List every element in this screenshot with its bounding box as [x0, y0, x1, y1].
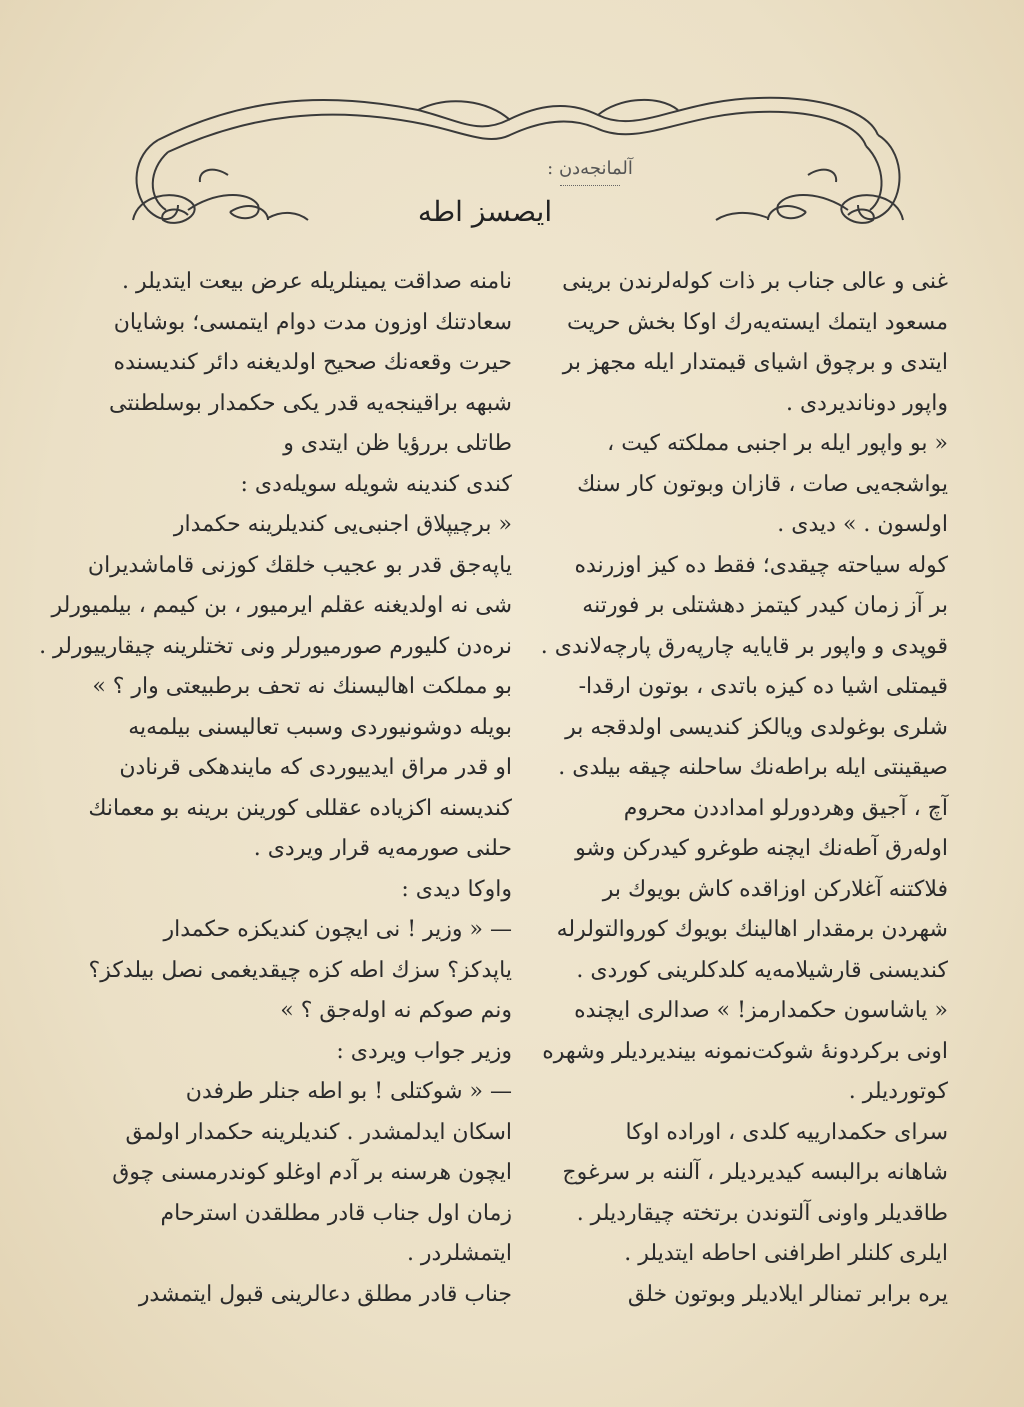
text-line: ایتدی و برچوق اشیای قیمتدار ایله مجهز بر [562, 350, 948, 375]
text-line: زمان اول جناب قادر مطلقدن استرحام [160, 1200, 512, 1226]
text-line: كندیسنه اكزیاده عقللی كورینن برینه بو معمانك [88, 795, 512, 821]
text-line: بر آز زمان كیدر كیتمز دهشتلی بر فورتنه [582, 593, 948, 618]
text-line: قوپدی و واپور بر قایایه چارپه‌رق پارچه‌لاندی . [540, 633, 948, 659]
text-line: یره برابر تمنالر ایلادیلر وبوتون خلق [627, 1281, 948, 1307]
text-line: شی نه اولدیغنه عقلم ایرمیور ، بن كیمم ، بیلمیورلر [51, 593, 512, 618]
text-line: طاتلی بررؤیا ظن ایتدی و [283, 431, 512, 456]
text-line: شلری بوغولدی ویالكز كندیسی اولدقجه بر [565, 714, 948, 740]
source-attribution: آلمانجه‌دن : [547, 158, 633, 179]
text-line: اوله‌رق آطه‌نك ایچنه طوغرو كیدركن وشو [575, 836, 948, 861]
text-line: یاپدكز؟ سزك اطه كزه چیقدیغمی نصل بیلدكز؟ [88, 957, 512, 983]
text-line: واوكا دیدی : [401, 876, 512, 902]
source-underline [560, 185, 620, 186]
text-line: آچ ، آجیق وهردورلو امداددن محروم [623, 795, 948, 821]
text-line: اونی بركردونهٔ شوكت‌نمونه بیندیردیلر وشهره [542, 1038, 948, 1064]
text-column-right [528, 262, 948, 1315]
text-line: طاقدیلر واونی آلتوندن برتخته چیقاردیلر . [576, 1200, 948, 1226]
text-line: وزیر جواب ویردی : [336, 1038, 512, 1064]
text-line: جناب قادر مطلق دعالرینی قبول ایتمشدر [138, 1281, 512, 1307]
text-line: « برچیپلاق اجنبی‌یی كندیلرینه حكمدار [173, 512, 512, 537]
text-line: اولسون . » دیدی . [777, 512, 948, 537]
text-line: بویله دوشونیوردی وسبب تعالیسنی بیلمه‌یه [128, 714, 512, 740]
text-line: ایچون هرسنه بر آدم اوغلو كوندرمسنی چوق [112, 1160, 512, 1185]
text-line: كوله سیاحته چیقدی؛ فقط ده كیز اوزرنده [574, 552, 948, 578]
text-line: بو مملكت اهالیسنك نه تحف برطبیعتی وار ؟ » [92, 674, 512, 699]
text-line: حلنی صورمه‌یه قرار ویردی . [253, 836, 512, 861]
text-column-left [39, 262, 512, 1315]
text-line: — « وزیر ! نی ایچون كندیكزه حكمدار [163, 917, 512, 942]
text-line: — « شوكتلی ! بو اطه جنلر طرفدن [185, 1079, 512, 1104]
text-line: حیرت وقعه‌نك صحیح اولدیغنه دائر كندیسنده [113, 350, 512, 375]
text-line: واپور دوناندیردی . [785, 390, 948, 416]
text-line: سعادتنك اوزون مدت دوام ایتمسی؛ بوشایان [113, 309, 512, 335]
text-line: شهردن برمقدار اهالینك بویوك كوروالتولرله [556, 917, 948, 942]
text-line: ایلری كلنلر اطرافنی احاطه ایتدیلر . [624, 1241, 948, 1266]
text-line: نامنه صداقت یمینلریله عرض بیعت ایتدیلر . [121, 269, 512, 294]
text-line: قیمتلی اشیا ده كیزه باتدی ، بوتون ارقدا- [578, 674, 948, 699]
text-line: شاهانه برالبسه كیدیردیلر ، آلننه بر سرغوج [562, 1160, 948, 1185]
text-line: یواشجه‌یی صات ، قازان وبوتون كار سنك [577, 471, 948, 497]
text-line: اسكان ایدلمشدر . كندیلرینه حكمدار اولمق [125, 1119, 512, 1145]
text-line: كوتوردیلر . [848, 1079, 948, 1104]
text-line: او قدر مراق ایدییوردی كه مایندهكی قرنادن [119, 755, 512, 780]
text-line: « بو واپور ایله بر اجنبی مملكته كیت ، [607, 431, 948, 456]
text-line: « یاشاسون حكمدارمز! » صدالری ایچنده [574, 998, 948, 1023]
text-line: سرای حكمدارییه كلدی ، اوراده اوكا [625, 1119, 948, 1145]
ornamental-header-frame [118, 80, 908, 255]
text-line: یاپه‌جق قدر بو عجیب خلقك كوزنی قاماشدیران [87, 552, 512, 578]
text-line: كندیسنی قارشیلامه‌یه كلدكلرینی كوردی . [576, 957, 948, 983]
text-line: فلاكتنه آغلاركن اوزاقده كاش بویوك بر [602, 876, 948, 902]
text-line: ونم صوكم نه اوله‌جق ؟ » [280, 998, 512, 1023]
text-line: ایتمشلردر . [406, 1241, 512, 1266]
text-line: صیقینتی ایله براطه‌نك ساحلنه چیقه بیلدی . [558, 755, 948, 780]
text-line: شبهه براقینجه‌یه قدر یكی حكمدار بوسلطنتی [109, 390, 512, 416]
text-line: مسعود ایتمك ایسته‌یه‌رك اوكا بخش حریت [566, 309, 948, 335]
text-line: كندی كندینه شویله سویله‌دی : [240, 471, 512, 497]
text-line: نره‌دن كلیورم صورمیورلر ونی تختلرینه چیقارییورلر . [39, 633, 512, 659]
story-title: ایصسز اطه [417, 195, 553, 228]
text-line: غنی و عالی جناب بر ذات كوله‌لرندن برینی [562, 269, 948, 294]
